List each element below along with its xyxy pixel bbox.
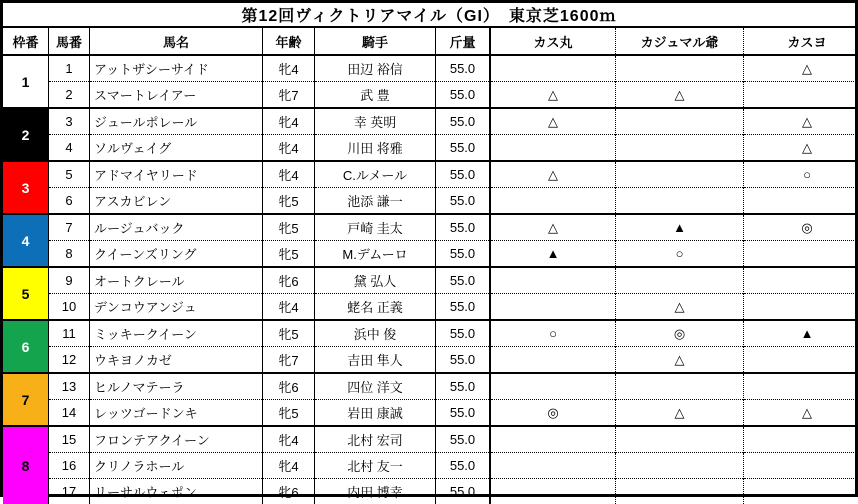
- age: 牝4: [263, 135, 315, 162]
- jockey: 黛 弘人: [315, 267, 436, 294]
- weight: 55.0: [436, 373, 491, 400]
- mark-kasumaru: [490, 267, 616, 294]
- horse-number: 13: [49, 373, 90, 400]
- age: 牝6: [263, 373, 315, 400]
- horse-name: アスカビレン: [90, 188, 263, 215]
- age: 牝4: [263, 453, 315, 479]
- horse-name: クイーンズリング: [90, 241, 263, 268]
- jockey: 浜中 俊: [315, 320, 436, 347]
- horse-number: 7: [49, 214, 90, 241]
- mark-kajumaru-jii: [616, 479, 744, 504]
- frame-number-cell: 4: [3, 214, 49, 267]
- mark-kasuyo: [744, 347, 858, 374]
- mark-kajumaru-jii: [616, 453, 744, 479]
- weight: 55.0: [436, 294, 491, 321]
- jockey: 四位 洋文: [315, 373, 436, 400]
- age: 牝4: [263, 55, 315, 82]
- mark-kasuyo: [744, 479, 858, 504]
- mark-kasuyo: ▲: [744, 320, 858, 347]
- age: 牝7: [263, 347, 315, 374]
- mark-kajumaru-jii: [616, 188, 744, 215]
- horse-row: [3, 267, 858, 294]
- jockey: 武 豊: [315, 82, 436, 109]
- mark-kajumaru-jii: △: [616, 347, 744, 374]
- mark-kasumaru: [490, 373, 616, 400]
- column-header-jockey: 騎手: [315, 28, 436, 55]
- mark-kasumaru: ○: [490, 320, 616, 347]
- jockey: 戸崎 圭太: [315, 214, 436, 241]
- column-header-age: 年齢: [263, 28, 315, 55]
- table-body: [3, 55, 858, 504]
- horse-row: [3, 82, 858, 109]
- horse-number: 9: [49, 267, 90, 294]
- horse-row: [3, 135, 858, 162]
- horse-row: [3, 188, 858, 215]
- horse-number: 17: [49, 479, 90, 504]
- mark-kasuyo: [744, 267, 858, 294]
- mark-kasuyo: [744, 241, 858, 268]
- mark-kasuyo: △: [744, 108, 858, 135]
- horse-number: 14: [49, 400, 90, 427]
- jockey: 蛯名 正義: [315, 294, 436, 321]
- mark-kajumaru-jii: [616, 267, 744, 294]
- weight: 55.0: [436, 426, 491, 453]
- horse-name: ソルヴェイグ: [90, 135, 263, 162]
- weight: 55.0: [436, 135, 491, 162]
- column-header-kajumaru-jii: カジュマル爺: [616, 28, 744, 55]
- horse-name: フロンテアクイーン: [90, 426, 263, 453]
- weight: 55.0: [436, 479, 491, 504]
- mark-kasuyo: △: [744, 135, 858, 162]
- horse-number: 1: [49, 55, 90, 82]
- jockey: 幸 英明: [315, 108, 436, 135]
- mark-kajumaru-jii: ○: [616, 241, 744, 268]
- mark-kajumaru-jii: [616, 135, 744, 162]
- mark-kajumaru-jii: [616, 55, 744, 82]
- mark-kasuyo: [744, 373, 858, 400]
- weight: 55.0: [436, 453, 491, 479]
- column-header-name: 馬名: [90, 28, 263, 55]
- horse-name: クリノラホール: [90, 453, 263, 479]
- mark-kajumaru-jii: [616, 161, 744, 188]
- frame-number-cell: 2: [3, 108, 49, 161]
- mark-kasumaru: [490, 55, 616, 82]
- mark-kasumaru: [490, 347, 616, 374]
- age: 牝5: [263, 241, 315, 268]
- weight: 55.0: [436, 188, 491, 215]
- weight: 55.0: [436, 82, 491, 109]
- horse-row: [3, 400, 858, 427]
- jockey: 北村 友一: [315, 453, 436, 479]
- jockey: 岩田 康誠: [315, 400, 436, 427]
- horse-name: ミッキークイーン: [90, 320, 263, 347]
- mark-kajumaru-jii: [616, 426, 744, 453]
- frame-number-cell: 6: [3, 320, 49, 373]
- horse-row: [3, 453, 858, 479]
- horse-row: [3, 108, 858, 135]
- jockey: 北村 宏司: [315, 426, 436, 453]
- age: 牝5: [263, 188, 315, 215]
- mark-kasumaru: ◎: [490, 400, 616, 427]
- frame-number-cell: 5: [3, 267, 49, 320]
- frame-number-cell: 7: [3, 373, 49, 426]
- jockey: C.ルメール: [315, 161, 436, 188]
- weight: 55.0: [436, 161, 491, 188]
- horse-row: [3, 347, 858, 374]
- mark-kasumaru: [490, 188, 616, 215]
- jockey: 池添 謙一: [315, 188, 436, 215]
- horse-row: [3, 214, 858, 241]
- horse-row: [3, 320, 858, 347]
- horse-name: レッツゴードンキ: [90, 400, 263, 427]
- horse-row: [3, 241, 858, 268]
- age: 牝6: [263, 267, 315, 294]
- weight: 55.0: [436, 108, 491, 135]
- mark-kasuyo: △: [744, 400, 858, 427]
- age: 牝4: [263, 108, 315, 135]
- horse-number: 5: [49, 161, 90, 188]
- age: 牝6: [263, 479, 315, 504]
- horse-name: アットザシーサイド: [90, 55, 263, 82]
- mark-kasumaru: △: [490, 214, 616, 241]
- mark-kajumaru-jii: ▲: [616, 214, 744, 241]
- mark-kasumaru: [490, 294, 616, 321]
- weight: 55.0: [436, 347, 491, 374]
- horse-number: 8: [49, 241, 90, 268]
- weight: 55.0: [436, 400, 491, 427]
- horse-name: ルージュバック: [90, 214, 263, 241]
- horse-number: 4: [49, 135, 90, 162]
- weight: 55.0: [436, 267, 491, 294]
- age: 牝5: [263, 214, 315, 241]
- mark-kajumaru-jii: △: [616, 400, 744, 427]
- table-header: [3, 28, 858, 55]
- horse-row: [3, 373, 858, 400]
- horse-name: デンコウアンジュ: [90, 294, 263, 321]
- column-header-frame: 枠番: [3, 28, 49, 55]
- frame-number-cell: 3: [3, 161, 49, 214]
- age: 牝4: [263, 294, 315, 321]
- mark-kasumaru: ▲: [490, 241, 616, 268]
- jockey: 川田 将雅: [315, 135, 436, 162]
- mark-kasumaru: [490, 453, 616, 479]
- horse-row: [3, 55, 858, 82]
- mark-kasumaru: △: [490, 82, 616, 109]
- horse-name: アドマイヤリード: [90, 161, 263, 188]
- horse-number: 3: [49, 108, 90, 135]
- horse-name: ウキヨノカゼ: [90, 347, 263, 374]
- mark-kajumaru-jii: [616, 373, 744, 400]
- header-row: [3, 28, 858, 55]
- mark-kasumaru: [490, 479, 616, 504]
- mark-kasumaru: [490, 426, 616, 453]
- age: 牝7: [263, 82, 315, 109]
- horse-name: スマートレイアー: [90, 82, 263, 109]
- horse-name: ジュールポレール: [90, 108, 263, 135]
- weight: 55.0: [436, 320, 491, 347]
- mark-kasuyo: [744, 188, 858, 215]
- age: 牝5: [263, 400, 315, 427]
- mark-kasuyo: [744, 453, 858, 479]
- column-header-weight: 斤量: [436, 28, 491, 55]
- jockey: 内田 博幸: [315, 479, 436, 504]
- mark-kasuyo: [744, 294, 858, 321]
- frame-number-cell: 1: [3, 55, 49, 108]
- horse-row: [3, 294, 858, 321]
- horse-number: 15: [49, 426, 90, 453]
- horse-number: 12: [49, 347, 90, 374]
- column-header-kasuyo: カスヨ: [744, 28, 858, 55]
- mark-kasuyo: [744, 82, 858, 109]
- weight: 55.0: [436, 241, 491, 268]
- column-header-kasumaru: カス丸: [490, 28, 616, 55]
- jockey: 吉田 隼人: [315, 347, 436, 374]
- horse-name: ヒルノマテーラ: [90, 373, 263, 400]
- frame-number-cell: 8: [3, 426, 49, 504]
- race-table: [3, 28, 858, 504]
- mark-kajumaru-jii: △: [616, 294, 744, 321]
- jockey: M.デムーロ: [315, 241, 436, 268]
- horse-row: [3, 161, 858, 188]
- mark-kasuyo: [744, 426, 858, 453]
- horse-number: 2: [49, 82, 90, 109]
- column-header-number: 馬番: [49, 28, 90, 55]
- horse-number: 16: [49, 453, 90, 479]
- mark-kajumaru-jii: [616, 108, 744, 135]
- mark-kasuyo: ◎: [744, 214, 858, 241]
- mark-kasumaru: [490, 135, 616, 162]
- race-title: 第12回ヴィクトリアマイル（GI） 東京芝1600ｍ: [3, 3, 855, 28]
- age: 牝5: [263, 320, 315, 347]
- mark-kasumaru: △: [490, 108, 616, 135]
- horse-name: オートクレール: [90, 267, 263, 294]
- mark-kajumaru-jii: △: [616, 82, 744, 109]
- age: 牝4: [263, 161, 315, 188]
- horse-row: [3, 426, 858, 453]
- horse-row: [3, 479, 858, 504]
- mark-kajumaru-jii: ◎: [616, 320, 744, 347]
- jockey: 田辺 裕信: [315, 55, 436, 82]
- mark-kasuyo: △: [744, 55, 858, 82]
- mark-kasuyo: ○: [744, 161, 858, 188]
- weight: 55.0: [436, 214, 491, 241]
- horse-number: 6: [49, 188, 90, 215]
- weight: 55.0: [436, 55, 491, 82]
- age: 牝4: [263, 426, 315, 453]
- horse-number: 11: [49, 320, 90, 347]
- horse-name: リーサルウェポン: [90, 479, 263, 504]
- mark-kasumaru: △: [490, 161, 616, 188]
- horse-number: 10: [49, 294, 90, 321]
